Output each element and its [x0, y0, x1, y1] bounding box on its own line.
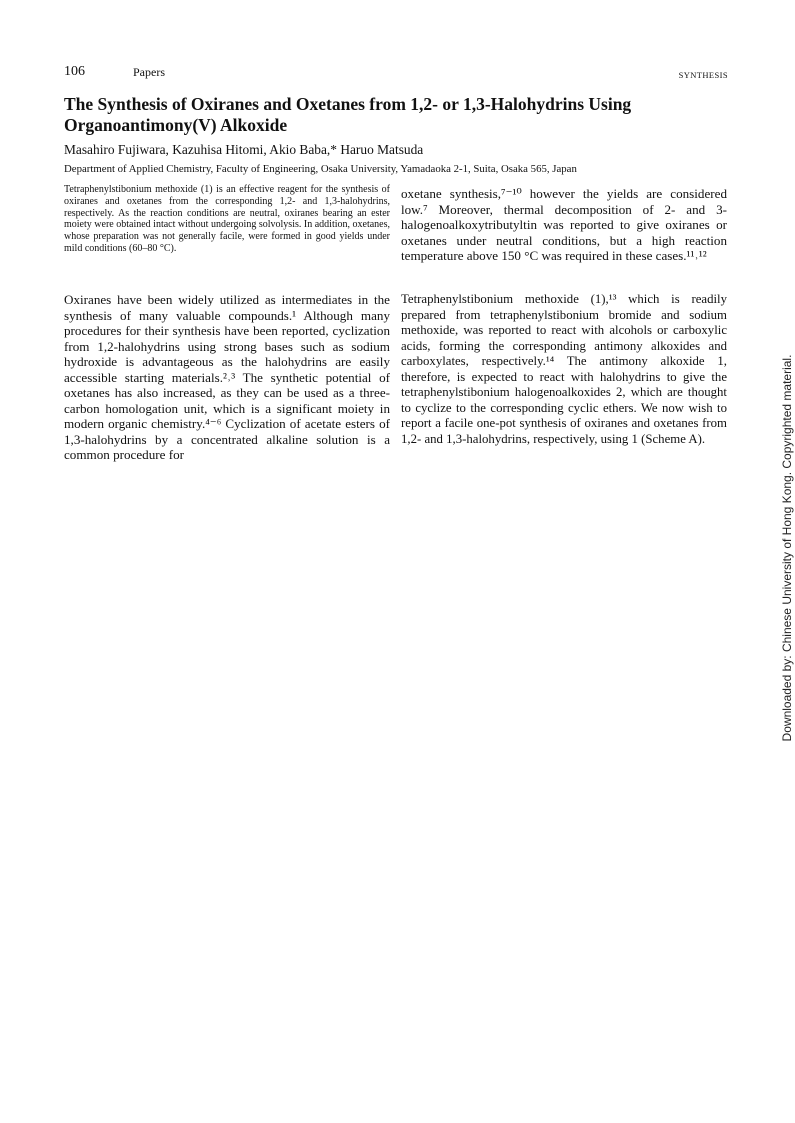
- intro-paragraph-right-continued: oxetane synthesis,⁷⁻¹⁰ however the yields are considered low.⁷ Moreover, thermal decomposition of 2- and 3-halogenoalkoxytributyltin was reported to give oxiranes or oxetanes under neutral conditions, but a high reaction temperature above 150 °C was required in these cases.¹¹˒¹²: [401, 186, 727, 264]
- abstract: Tetraphenylstibonium methoxide (1) is an effective reagent for the synthesis of oxiranes and oxetanes from the corresponding 1,2- and 1,3-halohydrins, respectively. As the reaction conditions are neutral, oxiranes bearing an ester moiety were obtained intact without undergoing solvolysis. In addition, oxetanes, whose preparation was not generally facile, were formed in good yields under mild conditions (60–80 °C).: [64, 184, 390, 254]
- download-watermark: Downloaded by: Chinese University of Hong Kong. Copyrighted material.: [780, 354, 794, 742]
- author-list: Masahiro Fujiwara, Kazuhisa Hitomi, Akio Baba,* Haruo Matsuda: [64, 142, 424, 157]
- section-label: Papers: [133, 65, 165, 79]
- intro-paragraph-right: Tetraphenylstibonium methoxide (1),¹³ which is readily prepared from tetraphenylstibonium bromide and sodium methoxide, was reported to react with alcohols or carboxylic acids, forming the corresponding antimony alkoxides and carboxylates, respectively.¹⁴ The antimony alkoxide 1, therefore, is expected to react with halohydrins to give the tetraphenylstibonium halogenoalkoxides 2, which are thought to cyclize to the corresponding cyclic ethers. We now wish to report a facile one-pot synthesis of oxiranes and oxetanes from 1,2- and 1,3-halohydrins, respectively, using 1 (Scheme A).: [401, 292, 727, 446]
- affiliation: Department of Applied Chemistry, Faculty of Engineering, Osaka University, Yamadaoka 2-1, Suita, Osaka 565, Japan: [64, 163, 577, 175]
- paper-title: The Synthesis of Oxiranes and Oxetanes from 1,2- or 1,3-Halohydrins Using Organoantimony(V) Alkoxide: [64, 94, 632, 135]
- intro-paragraph-left: Oxiranes have been widely utilized as intermediates in the synthesis of many valuable compounds.¹ Although many procedures for their synthesis have been reported, cyclization from 1,2-halohydrins using strong bases such as sodium hydroxide is advantageous as the halohydrins are easily accessible starting materials.²˒³ The synthetic potential of oxetanes has also increased, as they can be used as a three-carbon homologation unit, which is a significant moiety in modern organic chemistry.⁴⁻⁶ Cyclization of acetate esters of 1,3-halohydrins by a concentrated alkaline solution is a common procedure for: [64, 292, 390, 462]
- journal-name: SYNTHESIS: [678, 70, 728, 80]
- page-number: 106: [64, 64, 85, 79]
